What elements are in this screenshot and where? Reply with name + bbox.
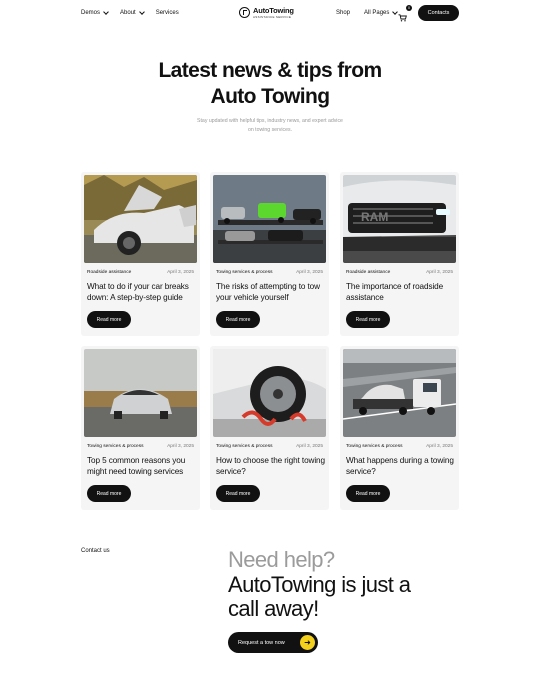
- post-title[interactable]: The risks of attempting to tow your vehicle yourself: [216, 282, 320, 302]
- post-image-truck-front[interactable]: [343, 175, 456, 263]
- post-category[interactable]: Roadside assistance: [87, 270, 132, 275]
- post-image-car-carrier[interactable]: [213, 175, 326, 263]
- read-more-button[interactable]: Read more: [87, 485, 131, 502]
- post-date: April 3, 2025: [167, 270, 194, 275]
- arrow-right-icon: ➜: [300, 635, 315, 650]
- nav-item-about[interactable]: About: [120, 10, 144, 16]
- logo-icon: [239, 7, 250, 18]
- post-card: [340, 346, 459, 510]
- post-date: April 3, 2025: [426, 270, 453, 275]
- cart-count-badge: 0: [406, 5, 412, 11]
- help-heading-grey: Need help?: [228, 547, 335, 572]
- top-navigation: [0, 0, 540, 27]
- chevron-down-icon: [103, 9, 109, 15]
- post-title[interactable]: What happens during a towing service?: [346, 456, 454, 476]
- read-more-button[interactable]: Read more: [346, 311, 390, 328]
- post-category[interactable]: Roadside assistance: [346, 270, 391, 275]
- read-more-button[interactable]: Read more: [87, 311, 131, 328]
- nav-item-services[interactable]: Services: [155, 10, 179, 16]
- post-card: [81, 172, 200, 336]
- post-card: [210, 346, 329, 510]
- contact-us-label: Contact us: [81, 548, 110, 554]
- nav-left-group: [81, 10, 179, 16]
- nav-item-shop[interactable]: Shop: [336, 10, 351, 16]
- post-title[interactable]: What to do if your car breaks down: A step-by-step guide: [87, 282, 189, 302]
- post-date: April 3, 2025: [296, 444, 323, 449]
- post-date: April 3, 2025: [296, 270, 323, 275]
- request-tow-button[interactable]: Request a tow now ➜: [228, 632, 318, 653]
- read-more-button[interactable]: Read more: [216, 311, 260, 328]
- nav-item-demos[interactable]: Demos: [81, 10, 108, 16]
- contacts-button[interactable]: Contacts: [418, 5, 459, 21]
- site-logo[interactable]: [239, 7, 294, 19]
- post-date: April 3, 2025: [426, 444, 453, 449]
- post-category[interactable]: Towing services & process: [346, 444, 403, 449]
- logo-name: AutoTowing: [253, 6, 294, 15]
- post-category[interactable]: Towing services & process: [87, 444, 144, 449]
- cart-icon[interactable]: [398, 9, 407, 17]
- logo-tagline: ASSISTANCE SERVICE: [253, 14, 292, 19]
- help-heading-dark: AutoTowing is just a call away!: [228, 572, 411, 621]
- chevron-down-icon: [139, 9, 145, 15]
- post-date: April 3, 2025: [167, 444, 194, 449]
- post-category[interactable]: Towing services & process: [216, 270, 273, 275]
- post-title[interactable]: How to choose the right towing service?: [216, 456, 325, 476]
- page-title: Latest news & tips from Auto Towing: [158, 59, 382, 108]
- post-image-car-on-road[interactable]: [84, 349, 197, 437]
- post-card: [81, 346, 200, 510]
- post-title[interactable]: The importance of roadside assistance: [346, 282, 444, 302]
- read-more-button[interactable]: Read more: [216, 485, 260, 502]
- nav-item-all-pages[interactable]: All Pages: [364, 10, 397, 16]
- post-card: [210, 172, 329, 336]
- nav-right-group: [336, 10, 397, 16]
- post-category[interactable]: Towing services & process: [216, 444, 273, 449]
- post-image-tow-truck[interactable]: [343, 349, 456, 437]
- post-image-wheel-strap[interactable]: [213, 349, 326, 437]
- read-more-button[interactable]: Read more: [346, 485, 390, 502]
- page-subtitle: Stay updated with helpful tips, industry news, and expert advice on towing services.: [197, 118, 343, 133]
- post-card: [340, 172, 459, 336]
- post-image-broken-down-car[interactable]: [84, 175, 197, 263]
- svg-text:RAM: RAM: [361, 210, 389, 224]
- post-title[interactable]: Top 5 common reasons you might need towing services: [87, 456, 186, 476]
